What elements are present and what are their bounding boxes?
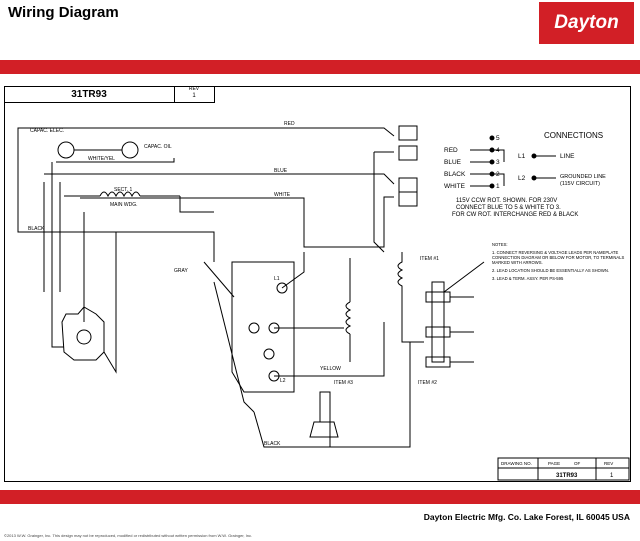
drawing-no-label: DRAWING NO. (501, 461, 532, 466)
terminal-blue (399, 178, 417, 192)
item3-component (320, 392, 330, 422)
conn-row-white-label: WHITE (444, 183, 465, 190)
company-address: Dayton Electric Mfg. Co. Lake Forest, IL 60045 USA (423, 512, 630, 522)
conn-num-4: 4 (496, 147, 500, 154)
top-red-band (0, 60, 640, 74)
dayton-logo: Dayton (539, 2, 634, 44)
conn-num-1: 1 (496, 183, 500, 190)
motor-shell (62, 307, 104, 360)
conn-circuit: (115V CIRCUIT) (560, 181, 600, 187)
capacitor-oil (122, 142, 138, 158)
rev-value: 1 (192, 93, 196, 99)
label-blue: BLUE (274, 168, 288, 174)
rev2-label: REV (604, 461, 614, 466)
conn-l2: L2 (518, 175, 526, 182)
label-gray: GRAY (174, 268, 188, 274)
label-white: WHITE (274, 192, 291, 198)
revision-box (174, 86, 215, 103)
rev-label: REV (188, 86, 200, 92)
note-1: 1. CONNECT REVERSING & VOLTAGE LEADS PER NAMEPLATE CONNECTION DIAGRAM OR BELOW FOR MOTOR, TO TERMINALS MARKED WITH ARROWS. (492, 250, 625, 265)
terminal-white (399, 192, 417, 206)
conn-row-black-label: BLACK (444, 171, 466, 178)
aux-winding (398, 252, 424, 342)
label-l2: L2 (280, 378, 286, 384)
label-item3: ITEM #3 (334, 380, 353, 386)
label-capac-elec: CAPAC. ELEC. (30, 128, 65, 134)
drawing-no: 31TR93 (556, 473, 578, 479)
conn-row-blue-label: BLUE (444, 159, 461, 166)
label-black-bottom: BLACK (264, 441, 281, 447)
conn-row-red-label: RED (444, 147, 458, 154)
notes-heading: NOTES: (492, 242, 508, 247)
label-white-yel: WHITE/YEL (88, 156, 115, 162)
label-sect1: SECT. 1 (114, 187, 133, 193)
conn-line: LINE (560, 153, 575, 160)
terminal-red (399, 126, 417, 140)
wiring-diagram (4, 102, 631, 482)
copyright-fine-print: ©2013 W.W. Grainger, Inc. This design may not be reproduced, modified or redistributed without written permission from W.W. Grainger, Inc. (4, 533, 253, 538)
label-item2: ITEM #2 (418, 380, 437, 386)
rev2-value: 1 (610, 473, 614, 479)
capacitor-elec (58, 142, 74, 158)
rotation-note-1: 115V CCW ROT. SHOWN. FOR 230V (456, 198, 558, 204)
terminal-strip (432, 282, 444, 362)
conn-num-3: 3 (496, 159, 500, 166)
label-main-wdg: MAIN WDG. (110, 202, 138, 208)
bottom-red-band (0, 490, 640, 504)
conn-l1: L1 (518, 153, 526, 160)
page-title: Wiring Diagram (8, 4, 119, 21)
conn-num-5: 5 (496, 135, 500, 142)
page-of: OF (574, 461, 581, 466)
connections-title: CONNECTIONS (544, 131, 604, 140)
conn-num-2: 2 (496, 171, 500, 178)
label-capac-oil: CAPAC. OIL (144, 144, 172, 150)
sect2-winding (346, 302, 350, 334)
model-number-box: 31TR93 (4, 86, 175, 103)
terminal-black (399, 146, 417, 160)
page-label: PAGE (548, 461, 561, 466)
rotation-note-2: CONNECT BLUE TO 5 & WHITE TO 3. (456, 205, 561, 211)
conn-grounded-line: GROUNDED LINE (560, 174, 606, 180)
label-l1: L1 (274, 276, 280, 282)
note-2: 2. LEAD LOCATION SHOULD BE ESSENTIALLY AS SHOWN. (492, 268, 610, 273)
switch-plate (232, 262, 294, 392)
note-3: 3. LEAD & TERM. ASSY. PER PS-595 (492, 276, 564, 281)
label-yellow: YELLOW (320, 366, 341, 372)
label-red: RED (284, 121, 295, 127)
rotation-note-3: FOR CW ROT. INTERCHANGE RED & BLACK (452, 212, 579, 218)
label-item1: ITEM #1 (420, 256, 439, 262)
label-black: BLACK (28, 226, 45, 232)
